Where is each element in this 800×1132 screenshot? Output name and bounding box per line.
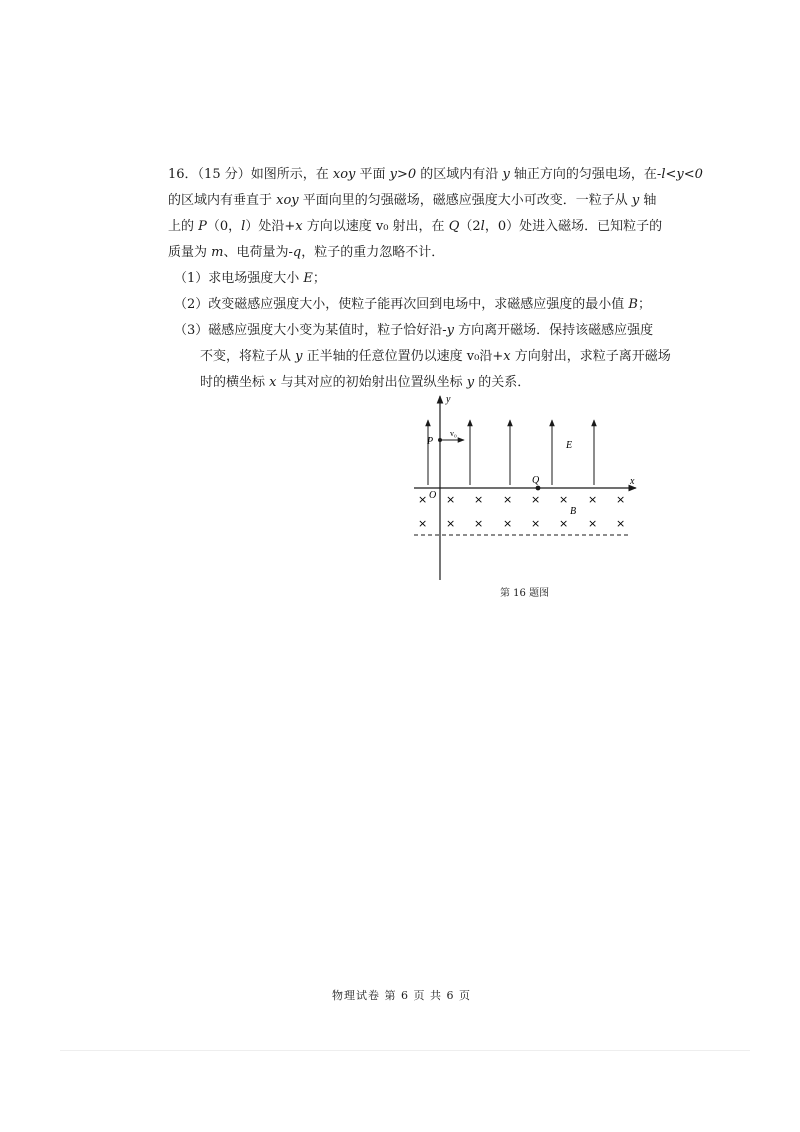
var-y: y — [295, 349, 303, 364]
label-P: P — [427, 436, 434, 447]
b-field-cross: × — [474, 517, 484, 530]
b-field-cross: × — [503, 517, 513, 530]
var-xoy: xoy — [276, 193, 299, 208]
text: 处沿+ — [258, 219, 296, 234]
problem-score: （15 分） — [197, 167, 251, 182]
var-y: y — [502, 167, 510, 182]
var-y-gt-0: y>0 — [389, 167, 417, 182]
text: 的区域内有垂直于 — [168, 193, 277, 208]
problem-line-1 — [168, 162, 703, 188]
problem-line-3 — [168, 214, 663, 240]
var-xoy: xoy — [332, 167, 356, 182]
question-2 — [168, 292, 651, 318]
var-y: y — [446, 323, 455, 338]
text: 上的 — [168, 219, 199, 234]
b-field-cross: × — [616, 493, 626, 506]
text: 正半轴的任意位置仍以速度 v₀沿+ — [302, 349, 504, 364]
b-field-cross: × — [588, 493, 598, 506]
b-field-cross: × — [446, 517, 456, 530]
figure-caption: 第 16 题图 — [500, 588, 550, 599]
b-field-cross: × — [503, 493, 513, 506]
text: 轴 — [639, 193, 657, 208]
text: ，0） — [484, 219, 520, 234]
b-field-cross: × — [531, 493, 541, 506]
var-q: q — [292, 245, 302, 260]
question-3-line-1 — [168, 318, 654, 344]
var-B: B — [628, 297, 638, 312]
var-y: y — [631, 193, 640, 208]
text: 方向射出，求粒子离开磁场 — [510, 349, 671, 364]
var-x: x — [503, 349, 511, 364]
label-Q: Q — [532, 475, 540, 486]
var-Q: Q — [448, 219, 460, 234]
point-Q — [536, 486, 541, 491]
var-m: m — [211, 245, 224, 260]
var-E: E — [303, 271, 313, 286]
b-field-cross: × — [418, 517, 428, 530]
question-1 — [168, 266, 648, 292]
text: 处进入磁场．已知粒子的 — [519, 219, 663, 234]
label-B: B — [570, 506, 577, 517]
var-range: l<y<0 — [661, 167, 703, 182]
b-field-cross: × — [531, 517, 541, 530]
page-footer: 物理试卷 第 6 页 共 6 页 — [332, 989, 471, 1002]
text: 与其对应的初始射出位置纵坐标 — [276, 375, 467, 390]
text: ； — [637, 297, 651, 312]
field-diagram — [408, 392, 648, 592]
text: 质量为 — [168, 245, 212, 260]
text: （2）改变磁感应强度大小，使粒子能再次回到电场中，求磁感应强度的最小值 — [174, 297, 629, 312]
text: 方向离开磁场．保持该磁感应强度 — [454, 323, 654, 338]
text: （0， — [206, 219, 242, 234]
b-field-cross: × — [616, 517, 626, 530]
b-field-cross: × — [559, 517, 569, 530]
text: （3）磁感应强度大小变为某值时，粒子恰好沿- — [174, 323, 447, 338]
label-E: E — [566, 440, 573, 451]
b-field-cross: × — [588, 517, 598, 530]
text: 方向以速度 v₀ 射出，在 — [302, 219, 449, 234]
text: 如图所示，在 — [250, 167, 333, 182]
b-field-cross: × — [446, 493, 456, 506]
text: 轴正方向的匀强电场，在- — [509, 167, 662, 182]
problem-number: 16． — [168, 167, 198, 182]
var-l: l — [480, 219, 485, 234]
problem-line-2 — [168, 188, 657, 214]
var-P: P — [198, 219, 207, 234]
b-field-cross: × — [418, 493, 428, 506]
label-x: x — [630, 476, 635, 487]
var-x: x — [269, 375, 277, 390]
var-l: l — [241, 219, 246, 234]
text: （1）求电场强度大小 — [174, 271, 304, 286]
question-3-line-2 — [168, 344, 671, 370]
var-x: x — [295, 219, 303, 234]
label-O: O — [429, 490, 437, 501]
problem-line-4 — [168, 240, 648, 266]
b-field-cross: × — [474, 493, 484, 506]
text: 平面向里的匀强磁场，磁感应强度大小可改变．一粒子从 — [298, 193, 632, 208]
text: ； — [312, 271, 326, 286]
text: ） — [245, 219, 259, 234]
problem-16 — [168, 162, 703, 396]
label-v0: v₀ — [450, 429, 457, 438]
text: 、电荷量为- — [223, 245, 293, 260]
text: 平面 — [355, 167, 390, 182]
text: （2 — [459, 219, 481, 234]
text: 不变，将粒子从 — [200, 349, 296, 364]
label-y: y — [446, 394, 451, 405]
page-bottom-rule — [60, 1050, 750, 1051]
text: 的关系． — [474, 375, 531, 390]
text: ，粒子的重力忽略不计． — [301, 245, 445, 260]
text: 的区域内有沿 — [416, 167, 503, 182]
b-field-cross: × — [559, 493, 569, 506]
text: 时的横坐标 — [200, 375, 270, 390]
var-y: y — [466, 375, 475, 390]
